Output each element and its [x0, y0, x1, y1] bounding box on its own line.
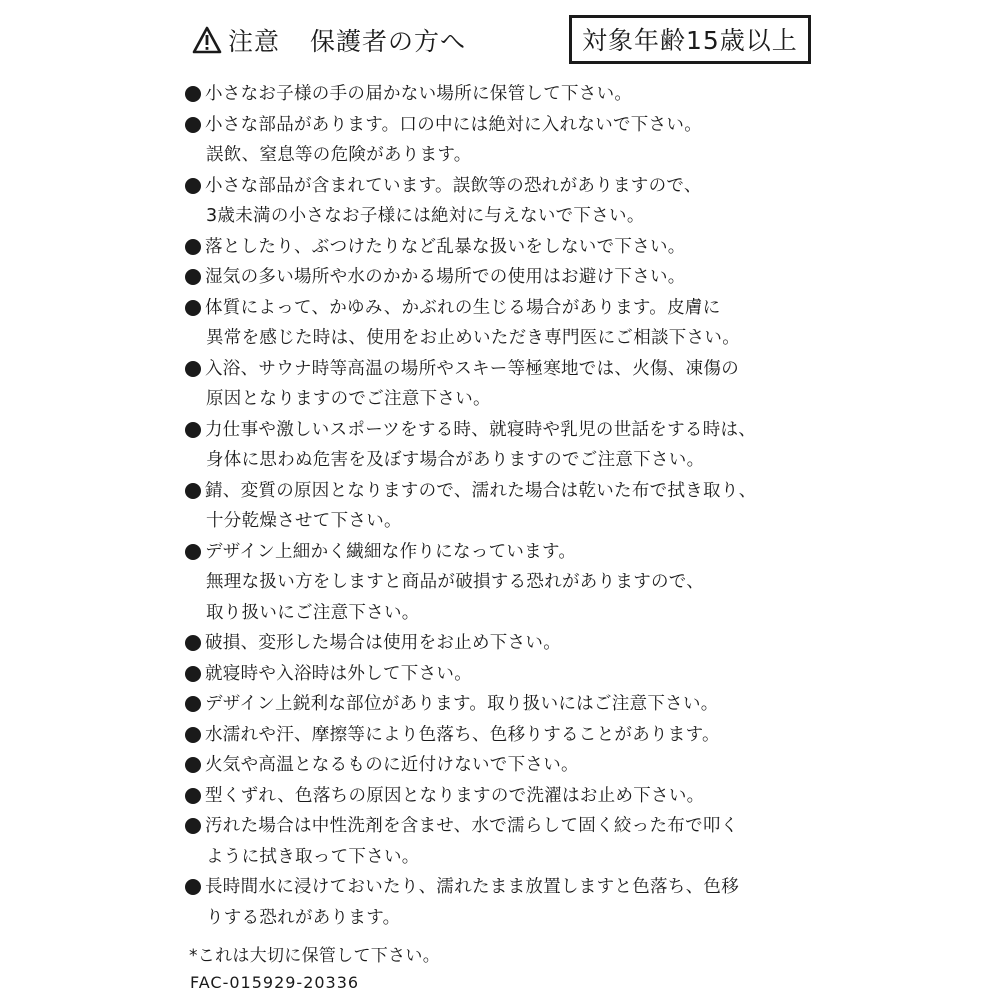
caution-text-continued: 異常を感じた時は、使用をお止めいただき専門医にご相談下さい。 — [206, 328, 740, 348]
caution-text: 型くずれ、色落ちの原因となりますので洗濯はお止め下さい。 — [205, 785, 705, 806]
caution-item — [185, 415, 975, 476]
caution-item — [185, 476, 975, 537]
bullet-icon — [185, 879, 201, 895]
footer-note: *これは大切に保管して下さい。 — [189, 946, 440, 966]
caution-item — [185, 811, 975, 872]
caution-text-continued: 十分乾燥させて下さい。 — [206, 511, 402, 531]
warning-triangle-icon — [192, 26, 222, 54]
caution-item — [185, 262, 975, 293]
caution-text: 長時間水に浸けておいたり、濡れたまま放置しますと色落ち、色移 — [205, 877, 739, 897]
caution-text: デザイン上鋭利な部位があります。取り扱いにはご注意下さい。 — [205, 694, 719, 714]
bullet-icon — [185, 269, 201, 285]
caution-item — [185, 750, 975, 781]
bullet-icon — [185, 666, 201, 682]
caution-text: 力仕事や激しいスポーツをする時、就寝時や乳児の世話をする時は、 — [205, 419, 757, 440]
caution-text-continued: 取り扱いにご注意下さい。 — [206, 602, 420, 623]
caution-text: 体質によって、かゆみ、かぶれの生じる場合があります。皮膚に — [205, 297, 721, 318]
caution-text: 小さな部品があります。口の中には絶対に入れないで下さい。 — [205, 114, 702, 135]
caution-text: 入浴、サウナ時等高温の場所やスキー等極寒地では、火傷、凍傷の — [205, 358, 739, 379]
caution-item — [185, 79, 975, 110]
caution-text: 落としたり、ぶつけたりなど乱暴な扱いをしないで下さい。 — [205, 236, 686, 257]
caution-text-continued: ように拭き取って下さい。 — [206, 846, 420, 867]
caution-text-continued: 身体に思わぬ危害を及ぼす場合がありますのでご注意下さい。 — [206, 450, 705, 470]
product-code: FAC-015929-20336 — [190, 973, 360, 992]
caution-item — [185, 659, 975, 690]
caution-text: 火気や高温となるものに近付けないで下さい。 — [205, 755, 579, 775]
caution-text: 小さな部品が含まれています。誤飲等の恐れがありますので、 — [205, 175, 702, 196]
bullet-icon — [185, 788, 201, 804]
caution-text: 汚れた場合は中性洗剤を含ませ、水で濡らして固く絞った布で叩く — [205, 816, 739, 836]
caution-text: 錆、変質の原因となりますので、濡れた場合は乾いた布で拭き取り、 — [205, 480, 757, 501]
bullet-icon — [185, 300, 201, 316]
caution-text: デザイン上細かく繊細な作りになっています。 — [205, 541, 577, 562]
caution-item — [185, 232, 975, 263]
bullet-icon — [185, 86, 201, 102]
caution-text: 破損、変形した場合は使用をお止め下さい。 — [205, 633, 561, 653]
caution-item — [185, 628, 975, 659]
caution-item — [185, 171, 975, 232]
caution-item — [185, 689, 975, 720]
bullet-icon — [185, 483, 201, 499]
caution-text: 就寝時や入浴時は外して下さい。 — [205, 663, 472, 684]
bullet-icon — [185, 818, 201, 834]
caution-item — [185, 293, 975, 354]
bullet-icon — [185, 635, 201, 651]
bullet-icon — [185, 239, 201, 255]
bullet-icon — [185, 422, 201, 438]
caution-text-continued: 3歳未満の小さなお子様には絶対に与えないで下さい。 — [206, 206, 645, 226]
caution-text-continued: 原因となりますのでご注意下さい。 — [206, 389, 491, 409]
caution-text: 水濡れや汗、摩擦等により色落ち、色移りすることがあります。 — [205, 724, 720, 745]
bullet-icon — [185, 361, 201, 377]
caution-text: 小さなお子様の手の届かない場所に保管して下さい。 — [205, 84, 633, 104]
caution-item — [185, 720, 975, 751]
caution-text: 湿気の多い場所や水のかかる場所での使用はお避け下さい。 — [205, 267, 686, 287]
bullet-icon — [185, 757, 201, 773]
caution-item — [185, 781, 975, 812]
caution-text-continued: 誤飲、窒息等の危険があります。 — [206, 145, 472, 165]
caution-item — [185, 110, 975, 171]
header-title: 注意 — [228, 27, 281, 56]
caution-item — [185, 872, 975, 933]
caution-text-continued: りする恐れがあります。 — [206, 907, 401, 928]
caution-item — [185, 537, 975, 629]
bullet-icon — [185, 178, 201, 194]
caution-item — [185, 354, 975, 415]
header-subtitle: 保護者の方へ — [310, 27, 467, 56]
age-notice-box: 対象年齢15歳以上 — [569, 15, 811, 64]
caution-list — [185, 79, 975, 933]
header — [192, 22, 466, 58]
bullet-icon — [185, 696, 201, 712]
bullet-icon — [185, 117, 201, 133]
bullet-icon — [185, 727, 201, 743]
bullet-icon — [185, 544, 201, 560]
caution-text-continued: 無理な扱い方をしますと商品が破損する恐れがありますので、 — [206, 572, 705, 592]
